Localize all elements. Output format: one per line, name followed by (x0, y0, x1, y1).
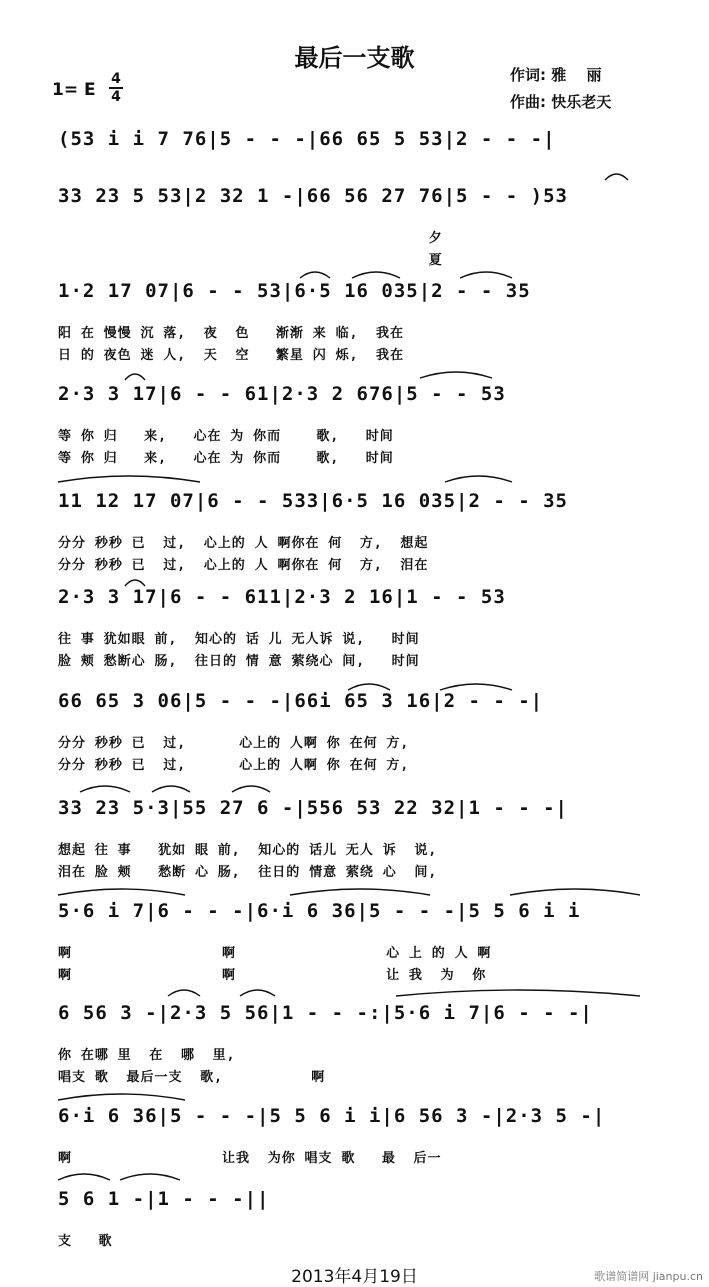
notation-line: 5·6 i 7|6 - - -|6·i 6 36|5 - - -|5 5 6 i i (58, 900, 581, 922)
slur-arc (168, 990, 200, 996)
lyric-line-1: 夕 (58, 231, 443, 246)
notation-line: (53 i i 7 76|5 - - -|66 65 5 53|2 - - -| (58, 128, 556, 150)
notation-line: 1·2 17 07|6 - - 53|6·5 16 035|2 - - 35 (58, 280, 531, 302)
lyric-line-2: 分分 秒秒 已 过, 心上的 人啊 你 在何 方, (58, 758, 410, 773)
slur-arc (240, 990, 275, 996)
slur-arc (58, 476, 200, 482)
slur-arc (58, 1094, 185, 1100)
slur-arc (58, 889, 185, 895)
slur-arc (58, 1174, 110, 1180)
lyric-line-2: 日 的 夜色 迷 人, 天 空 繁星 闪 烁, 我在 (58, 348, 405, 363)
song-title: 最后一支歌 (294, 44, 415, 72)
lyric-line-2: 泪在 脸 颊 愁断 心 肠, 往日的 情意 萦绕 心 间, (58, 865, 438, 880)
slur-arc (605, 174, 628, 180)
slur-arc (396, 990, 640, 996)
lyric-line-2: 唱支 歌 最后一支 歌, 啊 (58, 1070, 326, 1085)
date-footer: 2013年4月19日 (291, 1267, 418, 1287)
lyric-line-2: 等 你 归 来, 心在 为 你而 歌, 时间 (58, 451, 394, 466)
lyric-line-1: 你 在哪 里 在 哪 里, (58, 1048, 236, 1063)
notation-line: 33 23 5·3|55 27 6 -|556 53 22 32|1 - - -| (58, 797, 568, 819)
notation-line: 5 6 1 -|1 - - -|| (58, 1188, 270, 1210)
slur-arc (152, 786, 190, 792)
lyric-line-2: 分分 秒秒 已 过, 心上的 人 啊你在 何 方, 泪在 (58, 558, 429, 573)
watermark: 歌谱简谱网 jianpu.cn (594, 1270, 703, 1283)
lyric-line-2: 夏 (58, 253, 443, 268)
lyricist-credit: 作词: 雅 丽 (510, 66, 602, 84)
slur-arc (510, 889, 640, 895)
time-signature-bottom: 4 (111, 89, 121, 105)
slur-arc (120, 1174, 180, 1180)
lyric-line-2: 啊 啊 让 我 为 你 (58, 968, 487, 983)
slur-arc (460, 272, 512, 278)
slur-arc (420, 372, 492, 378)
lyric-line-1: 啊 让我 为你 唱支 歌 最 后一 (58, 1151, 442, 1166)
notation-line: 2·3 3 17|6 - - 611|2·3 2 16|1 - - 53 (58, 586, 506, 608)
lyric-line-1: 啊 啊 心 上 的 人 啊 (58, 946, 492, 961)
time-signature-top: 4 (111, 71, 121, 87)
slur-arc (445, 476, 512, 482)
notation-line: 6·i 6 36|5 - - -|5 5 6 i i|6 56 3 -|2·3 5 -| (58, 1105, 606, 1127)
lyric-line-1: 往 事 犹如眼 前, 知心的 话 儿 无人诉 说, 时间 (58, 632, 420, 647)
slur-arc (232, 786, 270, 792)
slur-arc (125, 374, 145, 380)
slur-arc (290, 889, 430, 895)
notation-line: 66 65 3 06|5 - - -|66i 65 3 16|2 - - -| (58, 690, 544, 712)
lyric-line-1: 分分 秒秒 已 过, 心上的 人啊 你 在何 方, (58, 736, 410, 751)
slur-arc (300, 272, 330, 278)
lyric-line-1: 阳 在 慢慢 沉 落, 夜 色 渐渐 来 临, 我在 (58, 326, 405, 341)
lyric-line-2: 脸 颊 愁断心 肠, 往日的 情 意 萦绕心 间, 时间 (58, 654, 420, 669)
slur-arc (80, 786, 130, 792)
lyric-line-1: 支 歌 (58, 1234, 113, 1249)
composer-credit: 作曲: 快乐老天 (510, 93, 612, 111)
lyric-line-1: 分分 秒秒 已 过, 心上的 人 啊你在 何 方, 想起 (58, 536, 429, 551)
lyric-line-1: 想起 往 事 犹如 眼 前, 知心的 话儿 无人 诉 说, (58, 843, 438, 858)
time-signature (109, 72, 123, 104)
key-signature: 1= E (52, 80, 96, 100)
notation-line: 33 23 5 53|2 32 1 -|66 56 27 76|5 - - )53 (58, 185, 568, 207)
notation-line: 11 12 17 07|6 - - 533|6·5 16 035|2 - - 35 (58, 490, 568, 512)
notation-line: 2·3 3 17|6 - - 61|2·3 2 676|5 - - 53 (58, 383, 506, 405)
slur-arc (352, 272, 400, 278)
lyric-line-1: 等 你 归 来, 心在 为 你而 歌, 时间 (58, 429, 394, 444)
notation-line: 6 56 3 -|2·3 5 56|1 - - -:|5·6 i 7|6 - - -| (58, 1002, 593, 1024)
